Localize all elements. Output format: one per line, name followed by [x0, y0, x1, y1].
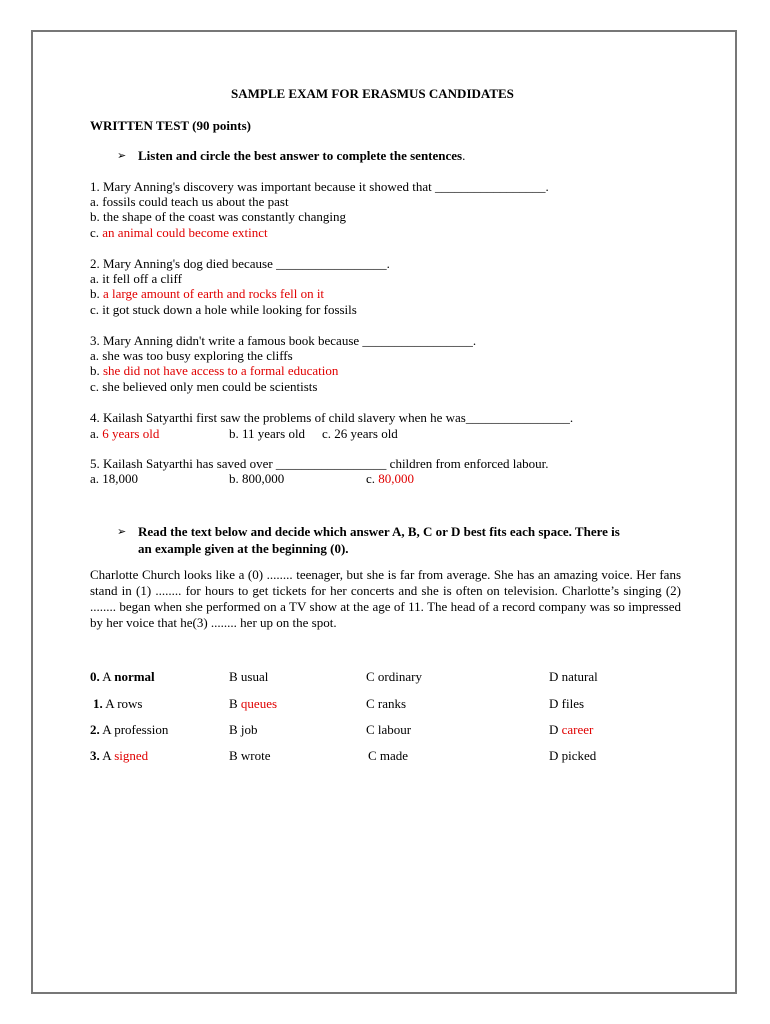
- question-1-stem: 1. Mary Anning's discovery was important because it showed that _________________.: [90, 179, 549, 194]
- question-5-option-a: a. 18,000: [90, 471, 139, 486]
- question-5-option-c: c. 80,000: [366, 471, 415, 486]
- answer-option-b: B wrote: [229, 748, 271, 763]
- answer-option-b: B usual: [229, 669, 269, 684]
- answer-option-a: 3. A signed: [90, 748, 149, 763]
- section2-instruction-line1: Read the text below and decide which answer A, B, C or D best fits each space. There is: [138, 524, 620, 539]
- question-3-option-a: a. she was too busy exploring the cliffs: [90, 348, 293, 363]
- answer-option-b: B job: [229, 722, 258, 737]
- question-3-stem: 3. Mary Anning didn't write a famous book because _________________.: [90, 333, 477, 348]
- answer-option-b: B queues: [229, 696, 278, 711]
- question-2-option-a: a. it fell off a cliff: [90, 271, 182, 286]
- answer-option-a: 2. A profession: [90, 722, 169, 737]
- section1-instruction: [138, 148, 465, 164]
- answer-option-d: D natural: [549, 669, 598, 684]
- answer-option-c: C ordinary: [366, 669, 422, 684]
- question-2-option-c: c. it got stuck down a hole while looking for fossils: [90, 302, 357, 317]
- question-3-option-b: b. she did not have access to a formal education: [90, 363, 339, 378]
- answer-option-d: D picked: [549, 748, 597, 763]
- question-1-option-a: a. fossils could teach us about the past: [90, 194, 289, 209]
- arrow-bullet-icon: ➢: [117, 526, 127, 538]
- question-4-option-a: a. 6 years old: [90, 426, 160, 441]
- answer-option-a: 1. A rows: [93, 696, 143, 711]
- answer-option-c: C made: [368, 748, 409, 763]
- section1-instruction-text: Listen and circle the best answer to complete the sentences: [138, 148, 463, 163]
- section2-instruction-line2: an example given at the beginning (0).: [138, 541, 349, 556]
- answer-option-a: 0. A normal: [90, 669, 155, 684]
- cloze-paragraph: Charlotte Church looks like a (0) ........ teenager, but she is far from average. She has an amazing voice. Her fans stand in (1) ........ for hours to get tickets for her concerts and she is often on television. Charlotte’s singing (2) ........ began when she performed on a TV show at the age of 11. The head of a record company was so impressed by her voice that he(3) ........ her up on the spot.: [90, 567, 681, 630]
- question-2-option-b: b. a large amount of earth and rocks fell on it: [90, 286, 325, 301]
- question-3-option-c: c. she believed only men could be scientists: [90, 379, 318, 394]
- question-4-stem: 4. Kailash Satyarthi first saw the problems of child slavery when he was________________.: [90, 410, 574, 425]
- answer-option-c: C ranks: [366, 696, 407, 711]
- page-border: [31, 30, 737, 994]
- section1-instruction-end: .: [462, 148, 466, 163]
- question-4-option-c: c. 26 years old: [322, 426, 398, 441]
- arrow-bullet-icon: ➢: [117, 150, 127, 162]
- answer-option-c: C labour: [366, 722, 412, 737]
- question-5-stem: 5. Kailash Satyarthi has saved over _________________ children from enforced labour.: [90, 456, 549, 471]
- question-1-option-b: b. the shape of the coast was constantly changing: [90, 209, 346, 224]
- question-4-option-b: b. 11 years old: [229, 426, 306, 441]
- question-2-stem: 2. Mary Anning's dog died because _________________.: [90, 256, 390, 271]
- answer-option-d: D career: [549, 722, 594, 737]
- question-5-option-b: b. 800,000: [229, 471, 285, 486]
- written-test-heading: WRITTEN TEST (90 points): [90, 118, 251, 133]
- question-1-option-c: c. an animal could become extinct: [90, 225, 268, 240]
- answer-option-d: D files: [549, 696, 585, 711]
- page-title: SAMPLE EXAM FOR ERASMUS CANDIDATES: [231, 86, 514, 101]
